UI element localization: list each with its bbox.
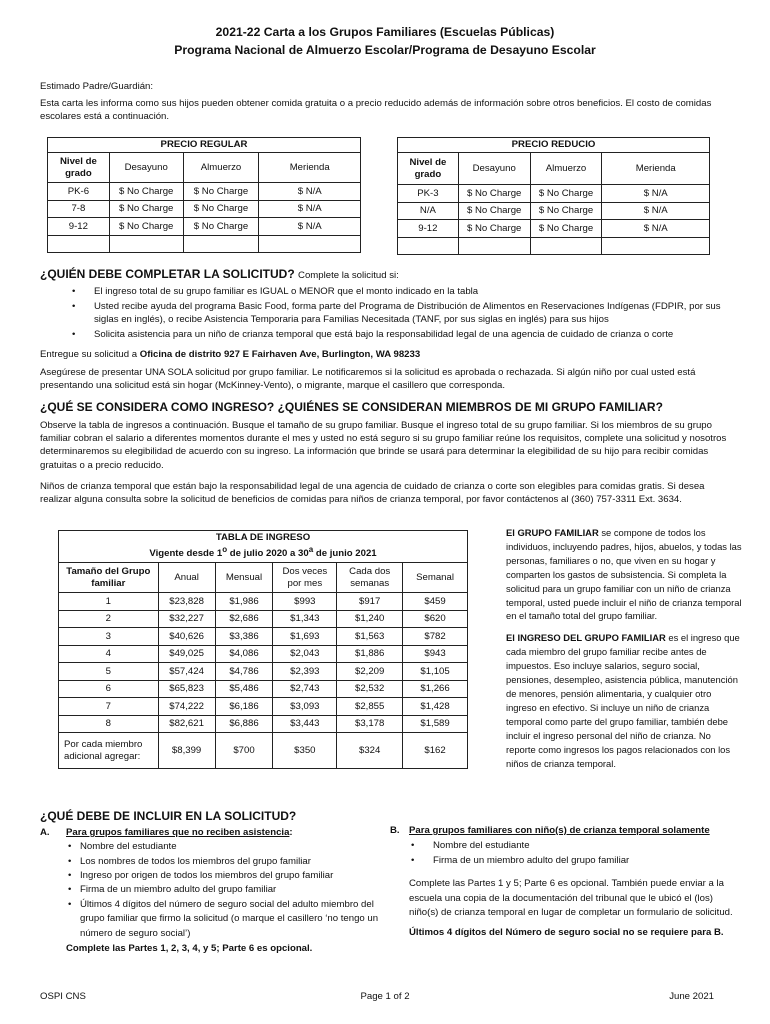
household-definition <box>506 526 742 623</box>
table-cell: $2,743 <box>273 680 337 698</box>
table-cell: $1,105 <box>403 663 468 681</box>
list-item: • Ingreso por origen de todos los miembros del grupo familiar <box>68 869 380 883</box>
income-heading: ¿QUÉ SE CONSIDERA COMO INGRESO? ¿QUIÉNES SE CONSIDERAN MIEMBROS DE MI GRUPO FAMILIAR? <box>40 400 663 414</box>
table-row <box>59 698 468 716</box>
section-a-colon: : <box>289 827 293 838</box>
table-cell: $5,486 <box>215 680 273 698</box>
table-cell: $6,886 <box>215 715 273 733</box>
table-cell: $324 <box>337 733 403 769</box>
section-b-paragraph: Complete las Partes 1 y 5; Parte 6 es opcional. También puede enviar a la escuela una copia de la documentación del tribunal que le ubicó el (los) niño(s) de crianza temporal en lugar de completar un formulario de solicitud. <box>409 878 733 918</box>
table-row <box>59 680 468 698</box>
table-cell: 9-12 <box>48 218 110 236</box>
table-cell: $ N/A <box>259 183 361 201</box>
list-item: • Nombre del estudiante <box>68 840 380 854</box>
list-item: • El ingreso total de su grupo familiar es IGUAL o MENOR que el monto indicado en la tabla <box>72 285 742 298</box>
table-cell: $1,693 <box>273 628 337 646</box>
table-row <box>59 715 468 733</box>
table-cell: PK-6 <box>48 183 110 201</box>
who-bullet-list <box>72 285 742 342</box>
reduced-header-snack: Merienda <box>602 153 710 185</box>
section-b-title: Para grupos familiares con niño(s) de crianza temporal solamente <box>409 825 710 836</box>
table-cell: $23,828 <box>158 593 215 611</box>
regular-price-table <box>47 137 361 253</box>
deliver-prefix: Entregue su solicitud a <box>40 349 140 360</box>
table-cell: $3,386 <box>215 628 273 646</box>
table-cell: 3 <box>59 628 159 646</box>
table-cell: $1,343 <box>273 610 337 628</box>
table-cell: $ No Charge <box>109 218 183 236</box>
table-cell: $1,589 <box>403 715 468 733</box>
deliver-line <box>40 348 730 361</box>
table-cell: $917 <box>337 593 403 611</box>
table-cell: $82,621 <box>158 715 215 733</box>
table-cell: $ No Charge <box>530 220 602 238</box>
table-cell: $ N/A <box>602 185 710 203</box>
regular-header-grade: Nivel de grado <box>48 153 110 183</box>
section-a-list <box>66 840 380 941</box>
title-line-2: Programa Nacional de Almuerzo Escolar/Programa de Desayuno Escolar <box>174 42 596 57</box>
table-cell: 5 <box>59 663 159 681</box>
table-cell: $1,266 <box>403 680 468 698</box>
list-item: • Solicita asistencia para un niño de crianza temporal que está bajo la responsabilidad legal de una agencia de cuidado de crianza o corte <box>72 328 742 341</box>
table-cell: $ No Charge <box>530 185 602 203</box>
table-cell: $350 <box>273 733 337 769</box>
table-cell: $2,209 <box>337 663 403 681</box>
table-row <box>48 235 361 253</box>
table-row <box>48 183 361 201</box>
table-row <box>48 200 361 218</box>
reduced-header-lunch: Almuerzo <box>530 153 602 185</box>
who-heading <box>40 266 399 283</box>
include-heading: ¿QUÉ DEBE DE INCLUIR EN LA SOLICITUD? <box>40 809 297 823</box>
reduced-header-breakfast: Desayuno <box>458 153 530 185</box>
section-a-letter: A. <box>40 827 50 838</box>
table-cell <box>602 237 710 255</box>
table-cell: $6,186 <box>215 698 273 716</box>
subtitle-part: de junio 2021 <box>313 548 377 560</box>
document-title <box>0 24 770 59</box>
table-cell: $2,855 <box>337 698 403 716</box>
subtitle-part: de julio 2020 a 30 <box>227 548 309 560</box>
list-item: • Firma de un miembro adulto del grupo familiar <box>68 883 380 897</box>
table-cell: $74,222 <box>158 698 215 716</box>
table-cell: 1 <box>59 593 159 611</box>
table-cell <box>48 235 110 253</box>
table-cell: $32,227 <box>158 610 215 628</box>
section-b-list <box>409 839 735 868</box>
table-cell: 7-8 <box>48 200 110 218</box>
table-cell: $943 <box>403 645 468 663</box>
income-header-biweekly: Cada dos semanas <box>337 563 403 593</box>
section-a-complete: Complete las Partes 1, 2, 3, 4, y 5; Parte 6 es opcional. <box>66 942 313 954</box>
table-cell: $ N/A <box>602 202 710 220</box>
table-row <box>398 220 710 238</box>
table-row <box>59 645 468 663</box>
income-table-title <box>59 531 468 563</box>
income-header-monthly: Mensual <box>215 563 273 593</box>
reduced-table-title: PRECIO REDUCIO <box>398 138 710 153</box>
table-cell: 9-12 <box>398 220 459 238</box>
table-row <box>398 237 710 255</box>
ensure-paragraph: Asegúrese de presentar UNA SOLA solicitud por grupo familiar. Le notificaremos si la solicitud es aprobada o rechazada. Si algún niño por cual usted está presentando una solicitud está sin hogar (McKinney-Vento), o migrante, marque el casillero que corresponda. <box>40 367 696 392</box>
household-definitions <box>506 526 742 778</box>
reduced-header-grade: Nivel de grado <box>398 153 459 185</box>
income-table-subtitle <box>61 545 465 561</box>
regular-table-title: PRECIO REGULAR <box>48 138 361 153</box>
table-cell: $ No Charge <box>183 218 259 236</box>
income-table <box>58 530 468 769</box>
table-cell: $57,424 <box>158 663 215 681</box>
table-row <box>59 733 468 769</box>
household-term: El GRUPO FAMILIAR <box>506 527 599 538</box>
table-cell <box>398 237 459 255</box>
section-b-ssn-note: Últimos 4 dígitos del Número de seguro social no se requiere para B. <box>409 927 724 939</box>
list-item: • Firma de un miembro adulto del grupo familiar <box>411 854 735 868</box>
income-table-title-text: TABLA DE INGRESO <box>215 531 311 543</box>
table-cell: $620 <box>403 610 468 628</box>
household-income-term: El INGRESO DEL GRUPO FAMILIAR <box>506 632 666 644</box>
section-a <box>40 826 380 955</box>
table-cell: $4,786 <box>215 663 273 681</box>
who-heading-text: ¿QUIÉN DEBE COMPLETAR LA SOLICITUD? <box>40 267 295 281</box>
table-cell: $65,823 <box>158 680 215 698</box>
table-cell: $2,686 <box>215 610 273 628</box>
subtitle-superscript: a <box>308 544 314 554</box>
section-a-title: Para grupos familiares que no reciben asistencia <box>66 827 290 838</box>
table-row <box>59 593 468 611</box>
income-header-size: Tamaño del Grupo familiar <box>59 563 159 593</box>
footer-left: OSPI CNS <box>40 991 86 1002</box>
table-row <box>59 663 468 681</box>
income-header-annual: Anual <box>158 563 215 593</box>
table-cell: $ N/A <box>602 220 710 238</box>
regular-header-lunch: Almuerzo <box>183 153 259 183</box>
table-cell: $3,178 <box>337 715 403 733</box>
table-cell: $ No Charge <box>458 185 530 203</box>
table-cell: $1,563 <box>337 628 403 646</box>
table-cell: 8 <box>59 715 159 733</box>
table-cell: $ N/A <box>259 218 361 236</box>
table-row <box>398 202 710 220</box>
table-cell: $ No Charge <box>458 202 530 220</box>
table-cell: N/A <box>398 202 459 220</box>
section-b <box>390 824 735 941</box>
table-cell: 6 <box>59 680 159 698</box>
table-cell: $ N/A <box>259 200 361 218</box>
district-office-address: Oficina de distrito 927 E Fairhaven Ave, Burlington, WA 98233 <box>139 349 421 360</box>
table-row <box>59 628 468 646</box>
who-subheading: Complete la solicitud si: <box>298 270 399 281</box>
greeting: Estimado Padre/Guardián: <box>40 81 154 92</box>
table-cell <box>109 235 183 253</box>
table-cell <box>458 237 530 255</box>
table-cell: $ No Charge <box>183 200 259 218</box>
regular-header-snack: Merienda <box>259 153 361 183</box>
list-item: • Los nombres de todos los miembros del grupo familiar <box>68 855 380 869</box>
footer-date: June 2021 <box>669 991 714 1002</box>
household-definition-text: se compone de todos los individuos, incluyendo padres, hijos, abuelos, y todas las personas, familiares o no, que viven en su hogar y comparten los gastos de subsistencia. Si completa la solicitud para un grupo familiar con un niño de crianza temporal, usted puede incluir el niño de crianza temporal en el tamaño total del grupo familiar. <box>506 527 742 622</box>
table-row <box>59 610 468 628</box>
reduced-price-table <box>397 137 710 255</box>
list-item: • Usted recibe ayuda del programa Basic Food, forma parte del Programa de Distribución de Alimentos en Reservaciones Indígenas (FDPIR, por sus siglas en inglés), o recibe Asistencia Temporaria para Familias Necesitada (TANF, por sus siglas en inglés) para sus hijos <box>72 300 742 326</box>
table-cell <box>530 237 602 255</box>
additional-member-label: Por cada miembro adicional agregar: <box>59 733 159 769</box>
income-header-twice-monthly: Dos veces por mes <box>273 563 337 593</box>
table-cell: $2,393 <box>273 663 337 681</box>
table-cell: $40,626 <box>158 628 215 646</box>
table-cell: $ No Charge <box>109 183 183 201</box>
table-row <box>398 185 710 203</box>
table-cell: $3,093 <box>273 698 337 716</box>
table-cell: $162 <box>403 733 468 769</box>
title-line-1: 2021-22 Carta a los Grupos Familiares (Escuelas Públicas) <box>215 25 555 39</box>
household-income-definition-text: es el ingreso que cada miembro del grupo familiar recibe antes de impuestos. Eso incluye salarios, seguro social, pensiones, desempleo, asistencia pública, manutención de menores, pensión alimentaria, y cualquier otro ingreso en efectivo. Si incluye un niño de crianza temporal como parte del grupo familiar, también debe incluir el ingreso personal del niño de crianza. No reporte como ingresos los pagos relacionados con los niños de crianza temporal. <box>506 632 740 769</box>
list-item: • Nombre del estudiante <box>411 839 735 853</box>
table-cell: $ No Charge <box>530 202 602 220</box>
table-row <box>48 218 361 236</box>
regular-header-breakfast: Desayuno <box>109 153 183 183</box>
table-cell: 4 <box>59 645 159 663</box>
table-cell: $ No Charge <box>458 220 530 238</box>
table-cell: $8,399 <box>158 733 215 769</box>
household-income-definition <box>506 631 742 770</box>
table-cell: $2,043 <box>273 645 337 663</box>
table-cell: $49,025 <box>158 645 215 663</box>
intro-paragraph: Esta carta les informa como sus hijos pueden obtener comida gratuita o a precio reducido además de información sobre otros beneficios. El costo de comidas escolares está a continuación. <box>40 98 712 123</box>
table-cell: $ No Charge <box>109 200 183 218</box>
subtitle-part: Vigente desde 1 <box>149 548 223 560</box>
table-cell: $459 <box>403 593 468 611</box>
table-cell: 2 <box>59 610 159 628</box>
table-cell <box>183 235 259 253</box>
table-cell: PK-3 <box>398 185 459 203</box>
table-cell: $700 <box>215 733 273 769</box>
table-cell: $4,086 <box>215 645 273 663</box>
table-cell <box>259 235 361 253</box>
table-cell: $2,532 <box>337 680 403 698</box>
page-number: Page 1 of 2 <box>360 991 410 1002</box>
table-cell: 7 <box>59 698 159 716</box>
table-cell: $1,886 <box>337 645 403 663</box>
table-cell: $1,428 <box>403 698 468 716</box>
table-cell: $ No Charge <box>183 183 259 201</box>
table-cell: $1,986 <box>215 593 273 611</box>
income-paragraph-1: Observe la tabla de ingresos a continuación. Busque el tamaño de su grupo familiar. Busque el ingreso total de su grupo familiar. Si los miembros de su grupo familiar cobran el salario a diferentes momentos durante el mes y usted no está seguro si su grupo familiar reúne los requisitos, complete una solicitud y nosotros determinaremos su elegibilidad de acuerdo con su ingreso. La información que brinde se usará para determinar la elegibilidad de su hijo para recibir comidas gratuitas o a precio reducido. <box>40 420 727 471</box>
table-cell: $1,240 <box>337 610 403 628</box>
table-cell: $782 <box>403 628 468 646</box>
list-item: • Últimos 4 dígitos del número de seguro social del adulto miembro del grupo familiar que firmo la solicitud (o marque el casillero ‘no tengo un número de seguro social’) <box>68 898 380 941</box>
table-cell: $993 <box>273 593 337 611</box>
subtitle-superscript: o <box>222 544 228 554</box>
income-paragraph-2: Niños de crianza temporal que están bajo la responsabilidad legal de una agencia de cuidado de crianza o corte son elegibles para comidas gratis. Si desea realizar alguna consulta sobre la solicitud de beneficios de comidas para niños de crianza temporal, por favor contáctenos al (360) 757-3311 Ext. 3634. <box>40 481 705 506</box>
income-header-weekly: Semanal <box>403 563 468 593</box>
table-cell: $3,443 <box>273 715 337 733</box>
section-b-letter: B. <box>390 825 400 836</box>
